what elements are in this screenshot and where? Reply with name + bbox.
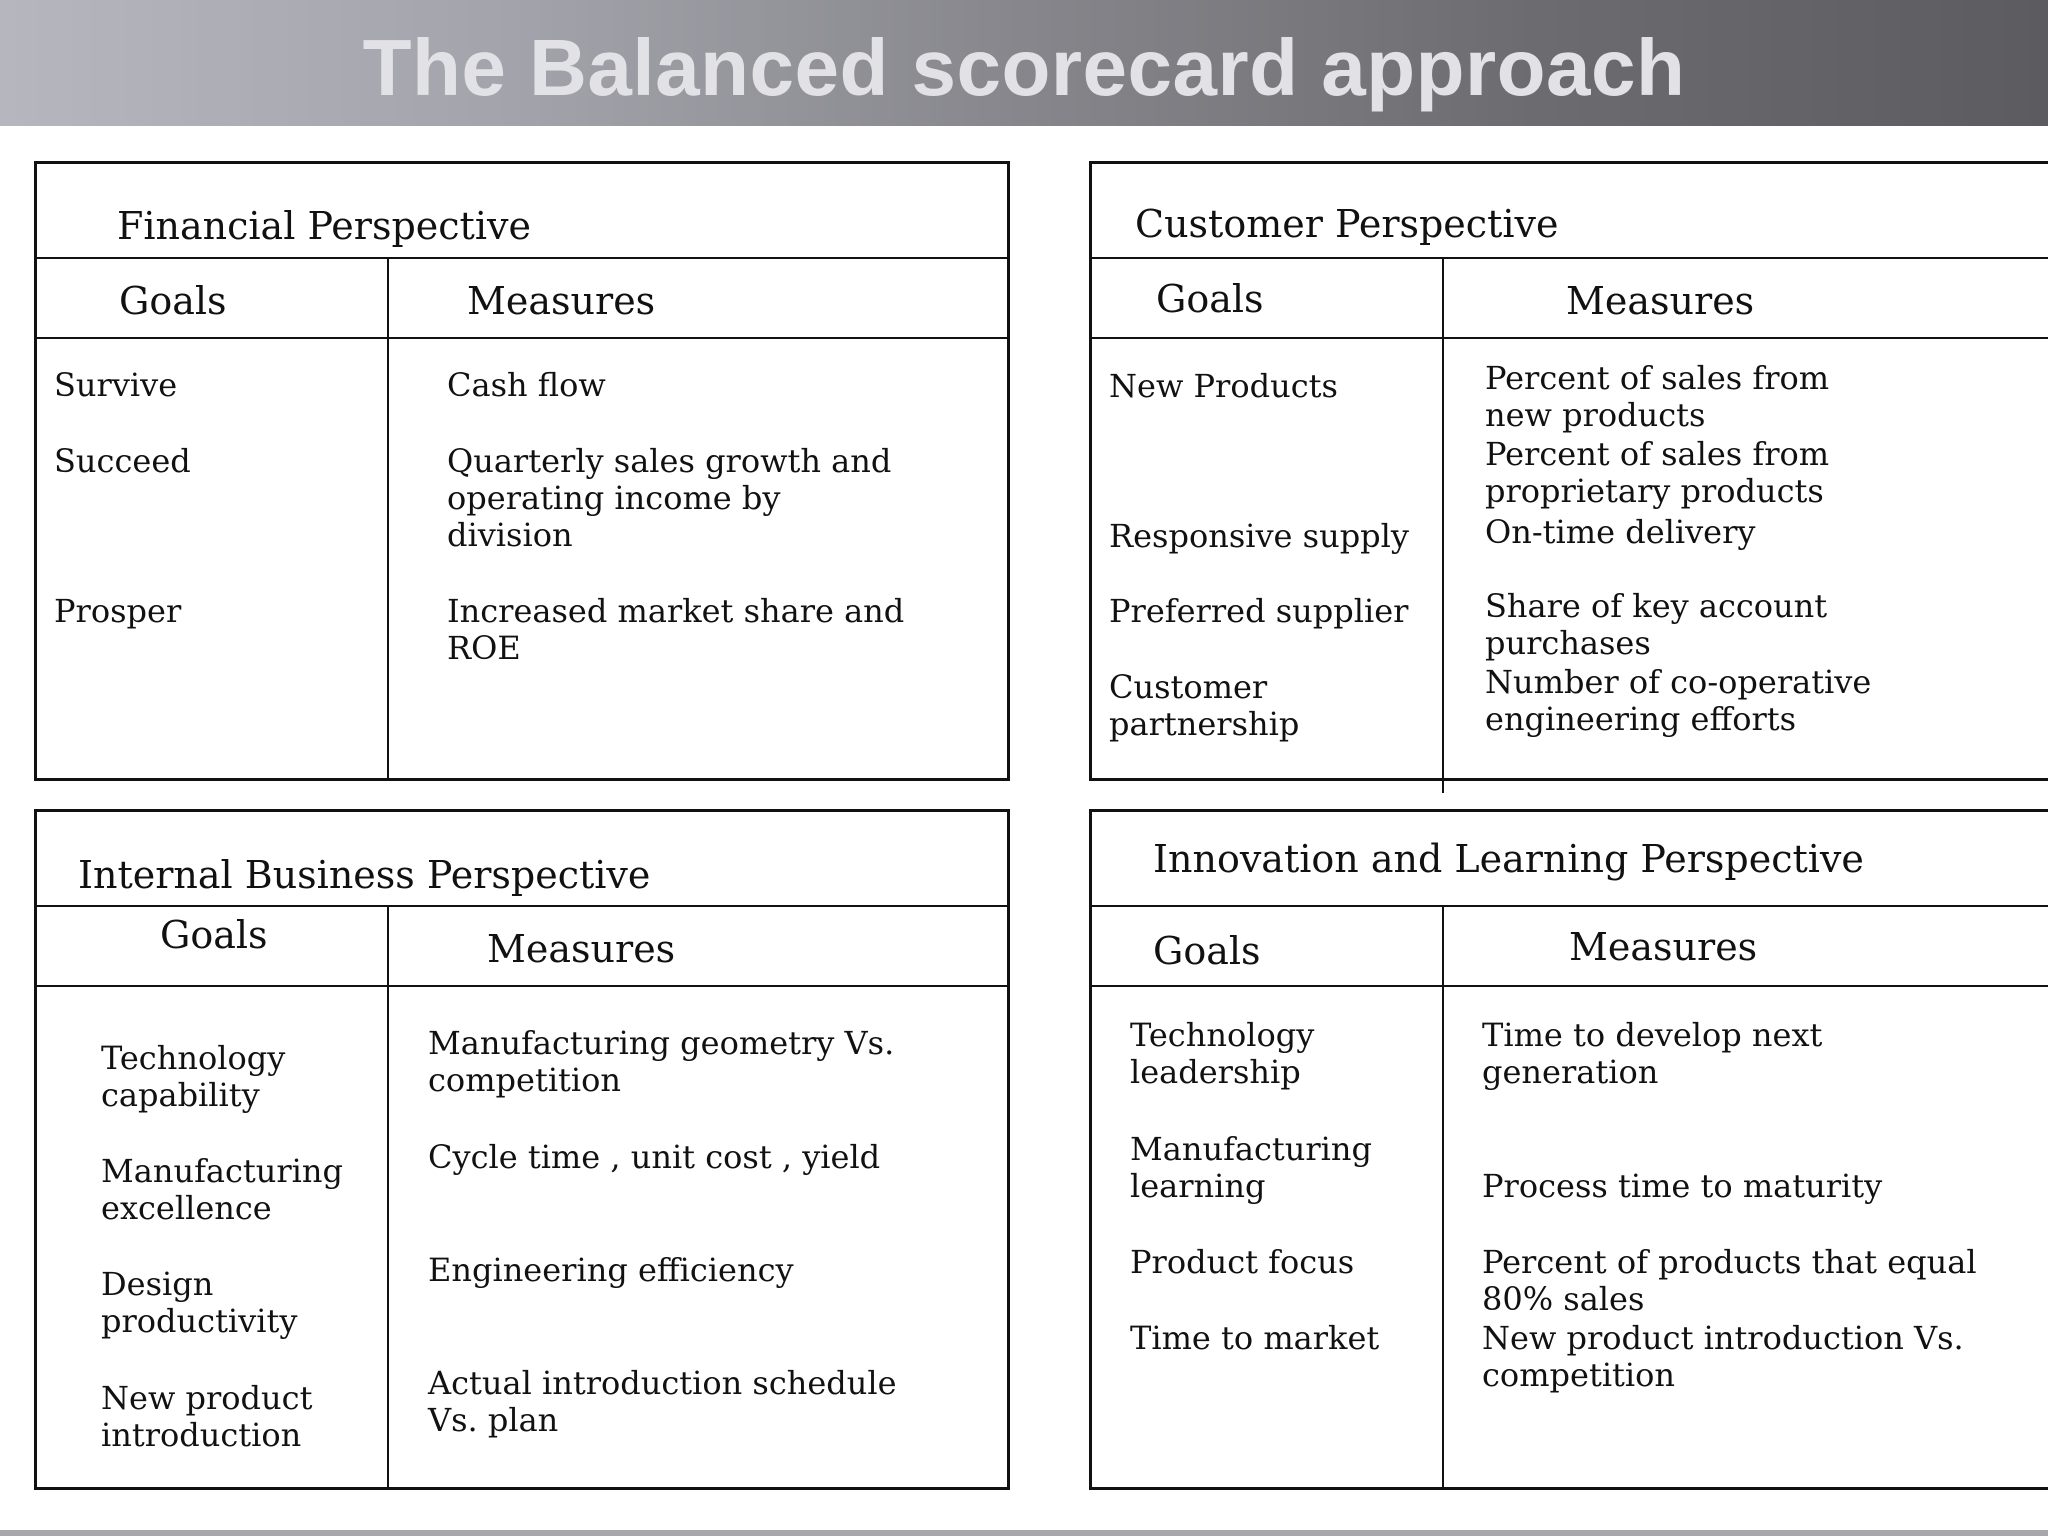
measure-cell: Percent of sales from new products (1485, 359, 1830, 434)
measure-cell: Engineering efficiency (428, 1251, 794, 1289)
goal-cell: New Products (1109, 367, 1338, 405)
measure-cell: Process time to maturity (1482, 1167, 1883, 1205)
measure-cell: Percent of sales from proprietary products (1485, 435, 1830, 510)
internal-business-perspective-panel (34, 809, 1010, 1490)
measure-cell: Number of co-operative engineering efforts (1485, 663, 1872, 738)
customer-perspective-title: Customer Perspective (1135, 202, 1559, 246)
measures-header: Measures (487, 927, 676, 971)
goal-cell: Preferred supplier (1109, 592, 1409, 630)
measures-header: Measures (1566, 279, 1755, 323)
measures-header: Measures (467, 279, 656, 323)
goals-header: Goals (1153, 929, 1261, 973)
goal-cell: Survive (54, 366, 178, 404)
measure-cell: Actual introduction schedule Vs. plan (428, 1364, 897, 1439)
measure-cell: Cash flow (447, 366, 606, 404)
column-header-row (1092, 907, 2048, 987)
goal-cell: Manufacturing excellence (101, 1152, 343, 1227)
page-title: The Balanced scorecard approach (362, 23, 1686, 112)
column-header-row (37, 259, 1007, 339)
column-divider (387, 259, 389, 778)
measure-cell: Time to develop next generation (1482, 1016, 1823, 1091)
innovation-learning-perspective-panel (1089, 809, 2048, 1490)
title-banner (0, 0, 2048, 126)
panel-title-bar (37, 164, 1007, 259)
innovation-learning-perspective-title: Innovation and Learning Perspective (1153, 837, 1864, 881)
measure-cell: Quarterly sales growth and operating income by division (447, 442, 892, 554)
measures-header: Measures (1569, 925, 1758, 969)
internal-business-perspective-title: Internal Business Perspective (78, 853, 651, 897)
measure-cell: Cycle time , unit cost , yield (428, 1138, 881, 1176)
goals-header: Goals (160, 913, 268, 957)
goal-cell: Prosper (54, 592, 182, 630)
footer-divider (0, 1530, 2048, 1536)
panel-title-bar (1092, 812, 2048, 907)
goal-cell: Technology capability (101, 1039, 286, 1114)
column-divider (1442, 259, 1444, 793)
panel-title-bar (37, 812, 1007, 907)
goal-cell: Succeed (54, 442, 191, 480)
goals-header: Goals (1156, 277, 1264, 321)
panel-title-bar (1092, 164, 2048, 259)
goal-cell: Manufacturing learning (1130, 1130, 1372, 1205)
customer-perspective-panel (1089, 161, 2048, 781)
measure-cell: Manufacturing geometry Vs. competition (428, 1024, 895, 1099)
column-divider (387, 907, 389, 1487)
goal-cell: Product focus (1130, 1243, 1355, 1281)
column-divider (1442, 907, 1444, 1487)
column-header-row (37, 907, 1007, 987)
goal-cell: Customer partnership (1109, 668, 1300, 743)
goal-cell: Time to market (1130, 1319, 1380, 1357)
column-header-row (1092, 259, 2048, 339)
goal-cell: New product introduction (101, 1379, 313, 1454)
financial-perspective-panel (34, 161, 1010, 781)
goal-cell: Design productivity (101, 1265, 298, 1340)
measure-cell: On-time delivery (1485, 513, 1756, 551)
goal-cell: Responsive supply (1109, 517, 1409, 555)
measure-cell: New product introduction Vs. competition (1482, 1319, 1964, 1394)
goals-header: Goals (119, 279, 227, 323)
measure-cell: Increased market share and ROE (447, 592, 905, 667)
measure-cell: Percent of products that equal 80% sales (1482, 1243, 1977, 1318)
goal-cell: Technology leadership (1130, 1016, 1315, 1091)
measure-cell: Share of key account purchases (1485, 587, 1828, 662)
financial-perspective-title: Financial Perspective (117, 204, 531, 248)
